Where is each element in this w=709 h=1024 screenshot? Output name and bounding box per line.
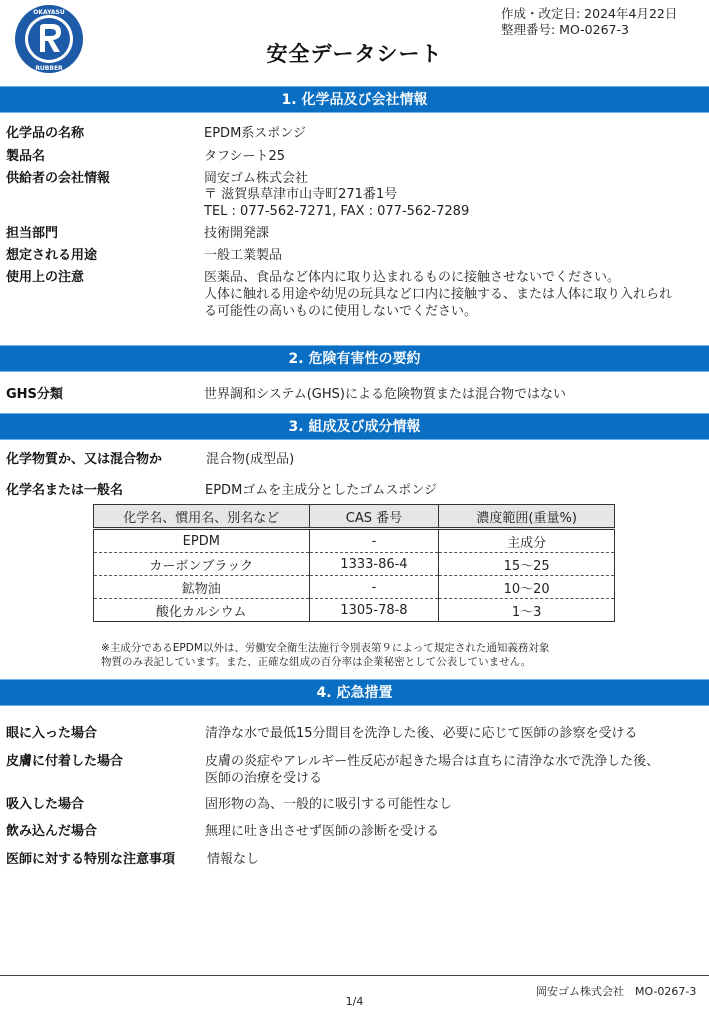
field-value: 世界調和システム(GHS)による危険物質または混合物ではない: [204, 387, 566, 402]
cell-concentration: 10〜20: [439, 576, 615, 599]
footer-company-reference: 岡安ゴム株式会社 MO-0267-3: [536, 985, 697, 998]
page-number: 1/4: [345, 995, 364, 1008]
field-label: 皮膚に付着した場合: [6, 754, 124, 769]
field-value: EPDMゴムを主成分としたゴムスポンジ: [205, 483, 437, 498]
field-value: EPDM系スポンジ: [204, 126, 306, 141]
cell-cas: -: [309, 576, 439, 599]
field-value: 人体に触れる用途や幼児の玩具など口内に接触する、または人体に取り入れられ: [204, 287, 673, 302]
table-row: [94, 599, 615, 622]
field-value: 情報なし: [207, 852, 260, 867]
footer-divider: [0, 975, 709, 976]
field-label: 想定される用途: [6, 248, 98, 263]
field-value: 岡安ゴム株式会社: [204, 171, 309, 186]
svg-text:OKAYASU: OKAYASU: [33, 9, 65, 16]
field-label: 化学名または一般名: [6, 483, 124, 498]
table-header-row: [94, 505, 615, 529]
field-label: 化学品の名称: [6, 126, 85, 141]
cell-concentration: 主成分: [439, 529, 615, 553]
cell-cas: 1305-78-8: [309, 599, 439, 622]
field-value-phone-fax: TEL : 077-562-7271, FAX : 077-562-7289: [204, 204, 470, 219]
field-value: 医薬品、食品など体内に取り込まれるものに接触させないでください。: [204, 270, 621, 285]
field-label: 眼に入った場合: [6, 726, 98, 741]
field-label: 使用上の注意: [6, 270, 85, 285]
field-value: 医師の治療を受ける: [205, 771, 323, 786]
page-title: 安全データシート: [266, 42, 443, 66]
field-label: GHS分類: [6, 387, 63, 402]
field-label: 飲み込んだ場合: [6, 824, 98, 839]
column-header-cas: CAS 番号: [309, 505, 439, 529]
composition-table: [93, 504, 615, 622]
cell-name: カーボンブラック: [94, 553, 310, 576]
table-row: [94, 553, 615, 576]
cell-cas: 1333-86-4: [309, 553, 439, 576]
created-revised-date: 作成・改定日: 2024年4月22日: [501, 6, 678, 21]
footnote-line: 物質のみ表記しています。また、正確な組成の百分率は企業秘密として公表していません。: [101, 656, 532, 668]
column-header-name: 化学名、慣用名、別名など: [94, 505, 310, 529]
cell-cas: -: [309, 529, 439, 553]
field-value: 技術開発課: [204, 226, 270, 241]
document-meta: [501, 6, 677, 38]
table-row: [94, 576, 615, 599]
field-value-address: 〒 滋賀県草津市山寺町271番1号: [204, 187, 398, 202]
cell-name: EPDM: [94, 529, 310, 553]
field-label: 供給者の会社情報: [6, 171, 111, 186]
reference-number: 整理番号: MO-0267-3: [501, 22, 629, 37]
column-header-concentration: 濃度範囲(重量%): [439, 505, 615, 529]
field-value: 固形物の為、一般的に吸引する可能性なし: [205, 797, 453, 812]
composition-footnote: [101, 641, 549, 669]
table-row: [94, 529, 615, 553]
field-label: 吸入した場合: [6, 797, 85, 812]
section-3-heading: 3. 組成及び成分情報: [0, 413, 709, 440]
field-value: タフシート25: [204, 149, 286, 164]
footnote-line: ※主成分であるEPDM以外は、労働安全衛生法施行令別表第９によって規定された通知義務対象: [101, 642, 550, 654]
section-1-heading: 1. 化学品及び会社情報: [0, 86, 709, 113]
section-2-heading: 2. 危険有害性の要約: [0, 345, 709, 372]
field-value: 無理に吐き出させず医師の診断を受ける: [205, 824, 440, 839]
field-label: 製品名: [6, 149, 46, 164]
field-label: 化学物質か、又は混合物か: [6, 452, 163, 467]
field-label: 医師に対する特別な注意事項: [6, 852, 176, 867]
field-value: 混合物(成型品): [206, 452, 295, 467]
cell-concentration: 15〜25: [439, 553, 615, 576]
svg-text:RUBBER: RUBBER: [35, 65, 63, 72]
cell-name: 酸化カルシウム: [94, 599, 310, 622]
section-4-heading: 4. 応急措置: [0, 679, 709, 706]
cell-concentration: 1〜3: [439, 599, 615, 622]
field-label: 担当部門: [6, 226, 59, 241]
cell-name: 鉱物油: [94, 576, 310, 599]
field-value: る可能性の高いものに使用しないでください。: [204, 304, 478, 319]
field-value: 皮膚の炎症やアレルギー性反応が起きた場合は直ちに清浄な水で洗浄した後、: [205, 754, 660, 769]
field-value: 清浄な水で最低15分間目を洗浄した後、必要に応じて医師の診察を受ける: [205, 726, 638, 741]
field-value: 一般工業製品: [204, 248, 283, 263]
